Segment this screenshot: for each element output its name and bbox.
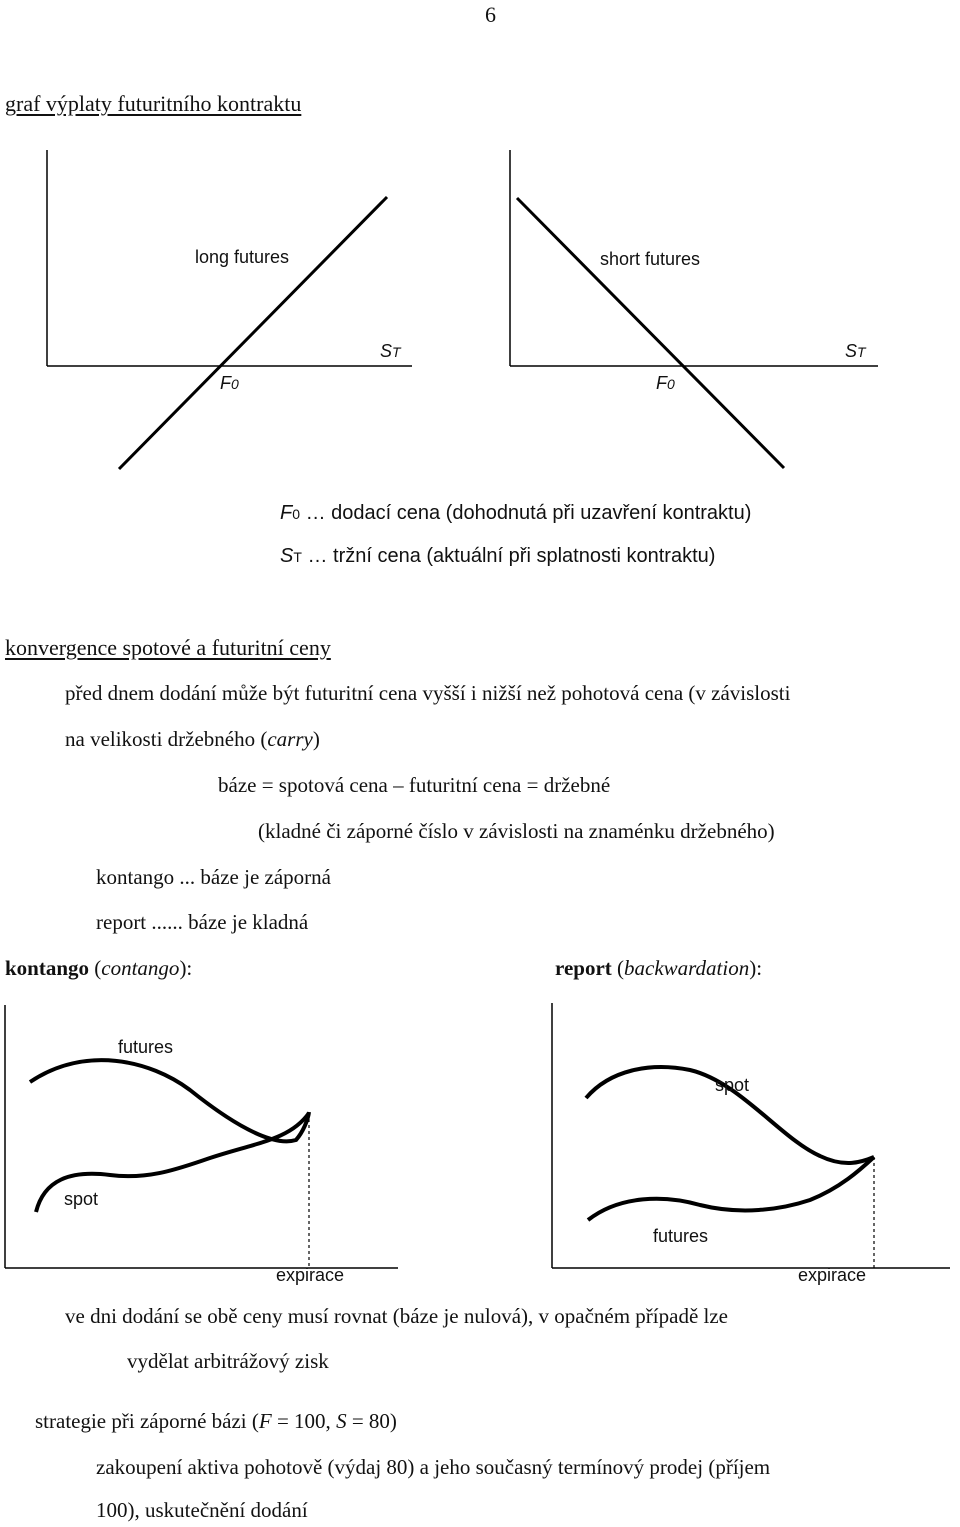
page-number: 6 bbox=[485, 2, 496, 27]
short-strike-sub: 0 bbox=[667, 376, 675, 392]
basis-formula: báze = spotová cena – futuritní cena = držebné bbox=[218, 773, 611, 797]
legend-f0-text: … dodací cena (dohodnutá při uzavření kontraktu) bbox=[300, 502, 752, 524]
backwardation-spot-label: spot bbox=[715, 1075, 750, 1095]
conclusion-line-1: ve dni dodání se obě ceny musí rovnat (báze je nulová), v opačném případě lze bbox=[65, 1304, 729, 1328]
long-futures-label: long futures bbox=[195, 247, 290, 267]
strategy-S-value: = 80) bbox=[346, 1409, 397, 1433]
long-axis-T: T bbox=[392, 344, 401, 360]
contango-title-open: ( bbox=[89, 956, 102, 980]
short-axis-T: T bbox=[857, 344, 866, 360]
short-futures-label: short futures bbox=[600, 249, 701, 269]
short-strike-F: F bbox=[656, 373, 667, 393]
backwardation-futures-label: futures bbox=[653, 1226, 709, 1246]
contango-futures-label: futures bbox=[118, 1037, 174, 1057]
long-strike-F: F bbox=[220, 373, 231, 393]
convergence-line-2-post: ) bbox=[312, 727, 320, 751]
contango-title-english: contango bbox=[101, 956, 180, 980]
short-axis-S: S bbox=[845, 341, 858, 361]
basis-formula-note: (kladné či záporné číslo v závislosti na znaménku držebného) bbox=[258, 819, 775, 843]
contango-title-close: ): bbox=[179, 956, 193, 980]
long-strike-sub: 0 bbox=[231, 376, 239, 392]
contango-definition: kontango ... báze je záporná bbox=[96, 865, 331, 889]
convergence-line-1: před dnem dodání může být futuritní cena vyšší i nižší než pohotová cena (v závislosti bbox=[65, 681, 791, 705]
report-definition: report ...... báze je kladná bbox=[96, 910, 309, 934]
backwardation-futures-curve bbox=[588, 1157, 874, 1220]
backwardation-expiry-label: expirace bbox=[798, 1265, 867, 1285]
strategy-S-symbol: S bbox=[336, 1409, 347, 1433]
legend-f0-sub: 0 bbox=[292, 506, 301, 522]
strategy-heading bbox=[35, 1411, 397, 1432]
contango-futures-curve bbox=[30, 1060, 309, 1141]
strategy-line-2: 100), uskutečnění dodání bbox=[96, 1498, 308, 1522]
backwardation-title-english: backwardation bbox=[624, 956, 750, 980]
legend-f0-symbol: F bbox=[280, 502, 293, 524]
payoff-heading: graf výplaty futuritního kontraktu bbox=[5, 91, 302, 116]
contango-spot-label: spot bbox=[64, 1189, 99, 1209]
convergence-heading: konvergence spotové a futuritní ceny bbox=[5, 635, 331, 660]
backwardation-title-bold: report bbox=[555, 956, 612, 980]
contango-expiry-label: expirace bbox=[276, 1265, 345, 1285]
carry-term: carry bbox=[267, 727, 313, 751]
strategy-F-value: = 100, bbox=[271, 1409, 337, 1433]
strategy-line-1: zakoupení aktiva pohotově (výdaj 80) a jeho současný termínový prodej (příjem bbox=[96, 1455, 771, 1479]
strategy-heading-pre: strategie při záporné bázi ( bbox=[35, 1409, 259, 1433]
backwardation-title-close: ): bbox=[749, 956, 763, 980]
convergence-line-2-pre: na velikosti držebného ( bbox=[65, 727, 268, 751]
conclusion-line-2: vydělat arbitrážový zisk bbox=[127, 1349, 329, 1373]
long-axis-S: S bbox=[380, 341, 393, 361]
strategy-F-symbol: F bbox=[258, 1409, 272, 1433]
legend-st-symbol: S bbox=[280, 545, 294, 567]
contango-title-bold: kontango bbox=[5, 956, 90, 980]
legend-st-sub: T bbox=[293, 549, 302, 565]
legend-st-text: … tržní cena (aktuální při splatnosti kontraktu) bbox=[301, 545, 716, 567]
backwardation-title-open: ( bbox=[611, 956, 625, 980]
